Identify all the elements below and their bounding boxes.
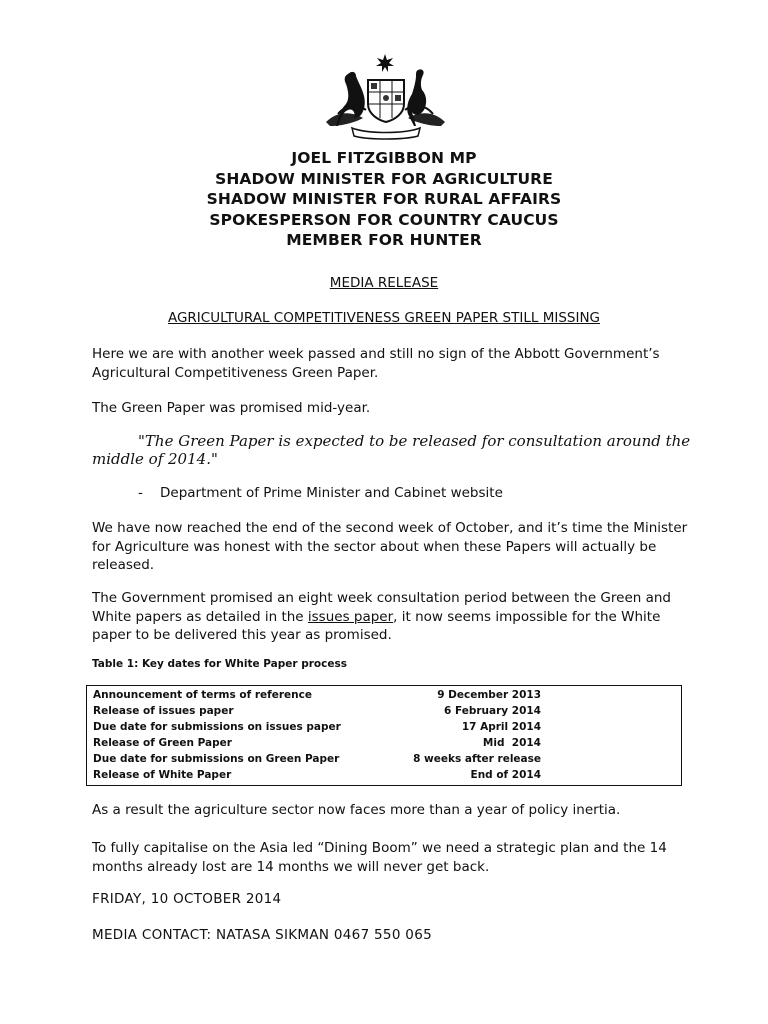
source-dash: - xyxy=(138,485,143,501)
row-label: Due date for submissions on Green Paper xyxy=(93,753,340,765)
row-label: Due date for submissions on issues paper xyxy=(93,721,341,733)
key-dates-table xyxy=(86,685,682,786)
member-role-country-caucus: SPOKESPERSON FOR COUNTRY CAUCUS xyxy=(209,210,559,229)
row-value: 6 February 2014 xyxy=(444,705,541,717)
paragraph-5: As a result the agriculture sector now faces more than a year of policy inertia. xyxy=(92,802,621,818)
quote-source xyxy=(138,484,658,502)
member-heading xyxy=(0,148,768,251)
release-headline: AGRICULTURAL COMPETITIVENESS GREEN PAPER STILL MISSING xyxy=(167,310,601,326)
issues-paper-link[interactable]: issues paper xyxy=(307,608,394,625)
coat-of-arms-icon xyxy=(318,52,453,142)
source-text: Department of Prime Minister and Cabinet website xyxy=(160,485,503,501)
row-value: 8 weeks after release xyxy=(413,753,541,765)
member-name: JOEL FITZGIBBON MP xyxy=(291,149,477,167)
member-role-rural-affairs: SHADOW MINISTER FOR RURAL AFFAIRS xyxy=(206,190,562,208)
paragraph-2: The Green Paper was promised mid-year. xyxy=(92,400,371,416)
row-value: 17 April 2014 xyxy=(461,721,541,733)
row-label: Announcement of terms of reference xyxy=(93,689,312,701)
quote: "The Green Paper is expected to be released for consultation around the middle of 2014." xyxy=(92,432,691,468)
paragraph-4-start: The Government promised an eight week consultation period between the Green and White papers as detailed in the xyxy=(92,590,671,625)
table-caption: Table 1: Key dates for White Paper process xyxy=(92,658,347,670)
paragraph-4-end: , it now seems impossible for the White paper to be delivered this year as promised. xyxy=(92,608,661,643)
table-row xyxy=(87,767,681,783)
table-row xyxy=(87,751,681,767)
row-label: Release of White Paper xyxy=(93,769,232,781)
media-release-label: MEDIA RELEASE xyxy=(329,275,439,291)
paragraph-3: We have now reached the end of the second week of October, and it’s time the Minister for Agriculture was honest with the sector about when these Papers will actually be released. xyxy=(92,520,688,573)
release-date: FRIDAY, 10 OCTOBER 2014 xyxy=(92,891,282,907)
member-electorate: MEMBER FOR HUNTER xyxy=(286,231,482,249)
media-contact: MEDIA CONTACT: NATASA SIKMAN 0467 550 065 xyxy=(92,927,432,943)
paragraph-6: To fully capitalise on the Asia led “Dining Boom” we need a strategic plan and the 14 months already lost are 14 months we will never get back. xyxy=(92,840,667,875)
row-value: End of 2014 xyxy=(470,769,541,781)
member-role-agriculture: SHADOW MINISTER FOR AGRICULTURE xyxy=(215,169,553,188)
paragraph-1: Here we are with another week passed and still no sign of the Abbott Government’s Agricultural Competitiveness Green Paper. xyxy=(92,346,660,381)
table-row xyxy=(87,703,681,719)
table-row xyxy=(87,719,681,735)
row-label: Release of Green Paper xyxy=(93,737,232,749)
paragraph-4 xyxy=(92,589,692,645)
table-row xyxy=(87,687,681,703)
row-value: Mid 2014 xyxy=(482,737,541,749)
table-row xyxy=(87,735,681,751)
row-label: Release of issues paper xyxy=(93,705,234,717)
row-value: 9 December 2013 xyxy=(437,689,541,701)
